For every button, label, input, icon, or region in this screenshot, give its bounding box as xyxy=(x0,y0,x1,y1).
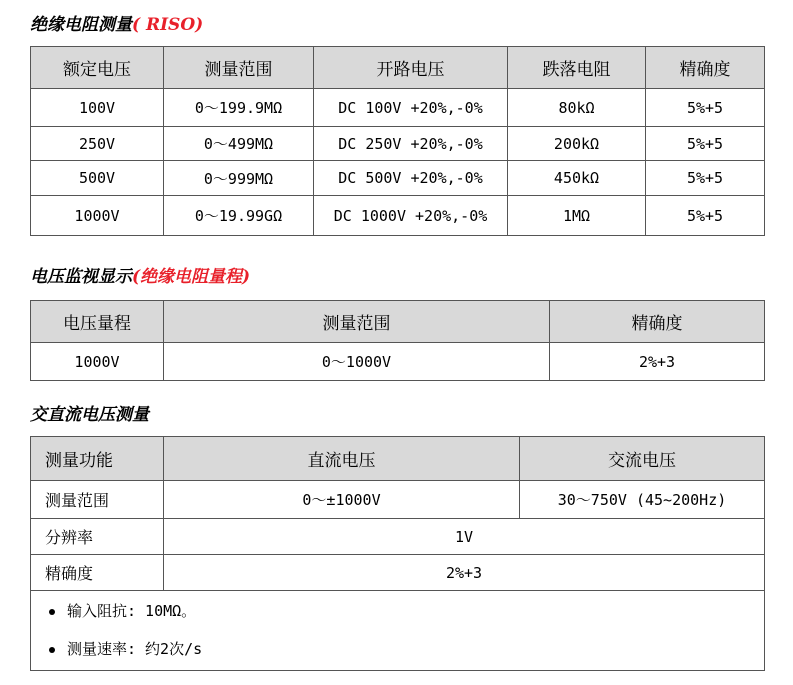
section-title-highlight: (绝缘电阻量程) xyxy=(132,267,251,287)
column-header: 测量功能 xyxy=(31,437,164,481)
table-cell: 2%+3 xyxy=(164,555,765,591)
note-text: 测量速率: 约2次/s xyxy=(67,640,203,658)
column-header: 电压量程 xyxy=(31,301,164,343)
bullet-icon xyxy=(49,609,55,615)
list-item xyxy=(49,638,202,659)
table-cell: 250V xyxy=(31,127,164,161)
voltage-monitor-table xyxy=(30,300,765,381)
table-cell: 0～±1000V xyxy=(164,481,520,519)
table-row xyxy=(31,161,765,196)
table-cell: 5%+5 xyxy=(646,89,765,127)
table-cell: 500V xyxy=(31,161,164,196)
table-cell: 200kΩ xyxy=(508,127,646,161)
table-cell: DC 1000V +20%,-0% xyxy=(314,196,508,236)
row-label: 精确度 xyxy=(31,555,164,591)
table-row xyxy=(31,481,765,519)
table-cell: 450kΩ xyxy=(508,161,646,196)
table-cell: 5%+5 xyxy=(646,196,765,236)
table-cell: DC 250V +20%,-0% xyxy=(314,127,508,161)
table-cell: 0～999MΩ xyxy=(164,161,314,196)
list-item xyxy=(49,600,196,621)
column-header: 开路电压 xyxy=(314,47,508,89)
column-header: 测量范围 xyxy=(164,301,550,343)
table-cell: 0～199.9MΩ xyxy=(164,89,314,127)
table-row xyxy=(31,196,765,236)
table-cell: 0～19.99GΩ xyxy=(164,196,314,236)
column-header: 精确度 xyxy=(550,301,765,343)
table-cell: 2%+3 xyxy=(550,343,765,381)
section-title-text: 绝缘电阻测量 xyxy=(30,15,132,35)
table-row xyxy=(31,519,765,555)
table-row xyxy=(31,343,765,381)
column-header: 交流电压 xyxy=(520,437,765,481)
table-cell: 1V xyxy=(164,519,765,555)
section-title-acdc xyxy=(30,400,149,425)
section-title-text: 交直流电压测量 xyxy=(30,405,149,425)
table-header-row xyxy=(31,301,765,343)
note-text: 输入阻抗: 10MΩ。 xyxy=(67,602,197,620)
section-title-text: 电压监视显示 xyxy=(30,267,132,287)
section-title-highlight: ( RISO) xyxy=(132,15,204,35)
table-cell: 80kΩ xyxy=(508,89,646,127)
column-header: 精确度 xyxy=(646,47,765,89)
table-row xyxy=(31,555,765,591)
notes-box xyxy=(30,590,765,671)
column-header: 测量范围 xyxy=(164,47,314,89)
section-title-voltage-monitor xyxy=(30,262,250,287)
acdc-voltage-table xyxy=(30,436,765,591)
bullet-icon xyxy=(49,647,55,653)
row-label: 分辨率 xyxy=(31,519,164,555)
table-cell: 0～499MΩ xyxy=(164,127,314,161)
table-header-row xyxy=(31,47,765,89)
column-header: 直流电压 xyxy=(164,437,520,481)
table-cell: 100V xyxy=(31,89,164,127)
table-cell: 1MΩ xyxy=(508,196,646,236)
table-cell: DC 500V +20%,-0% xyxy=(314,161,508,196)
table-cell: DC 100V +20%,-0% xyxy=(314,89,508,127)
table-cell: 1000V xyxy=(31,196,164,236)
table-cell: 0～1000V xyxy=(164,343,550,381)
section-title-insulation xyxy=(30,10,203,35)
table-cell: 30～750V (45~200Hz) xyxy=(520,481,765,519)
table-header-row xyxy=(31,437,765,481)
insulation-table xyxy=(30,46,765,236)
column-header: 跌落电阻 xyxy=(508,47,646,89)
table-row xyxy=(31,127,765,161)
table-cell: 5%+5 xyxy=(646,161,765,196)
row-label: 测量范围 xyxy=(31,481,164,519)
table-row xyxy=(31,89,765,127)
table-cell: 1000V xyxy=(31,343,164,381)
table-cell: 5%+5 xyxy=(646,127,765,161)
column-header: 额定电压 xyxy=(31,47,164,89)
